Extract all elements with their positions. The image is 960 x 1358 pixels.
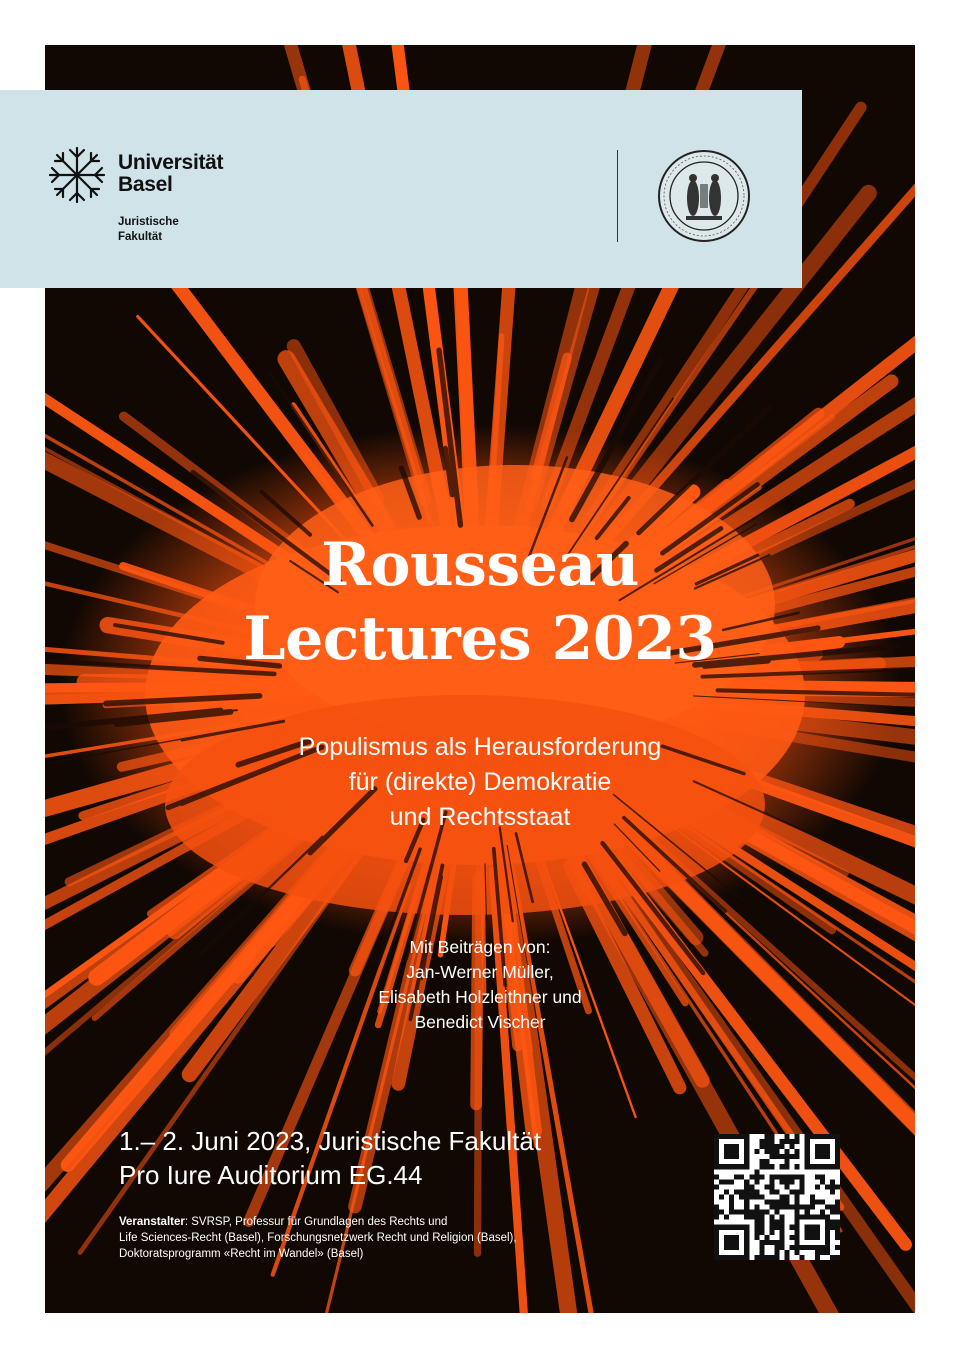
contributor-line2: Elisabeth Holzleithner und [378,987,582,1007]
header-divider [617,150,618,242]
contributor-line1: Jan-Werner Müller, [406,962,554,982]
qr-code[interactable] [714,1134,840,1260]
event-subtitle [0,730,960,835]
event-details [119,1124,541,1192]
title-line2: Lectures 2023 [243,604,717,674]
event-date: 1.– 2. Juni 2023, Juristische Fakultät [119,1126,542,1156]
university-name-line1: Universität [118,151,224,174]
contributors-intro: Mit Beiträgen von: [409,937,551,957]
subtitle-line3: und Rechtsstaat [389,803,571,831]
contributors [0,935,960,1035]
organizer-text1: : SVRSP, Professur für Grundlagen des Rechts und [184,1216,448,1228]
title-line1: Rousseau [321,530,639,600]
contributor-line3: Benedict Vischer [414,1012,546,1032]
faculty-name [118,215,179,245]
faculty-name-line2: Fakultät [118,231,163,243]
organizer-info [119,1214,679,1262]
university-name-line2: Basel [118,173,173,196]
event-title [0,528,960,676]
organizer-line1 [119,1214,679,1230]
university-seal-icon [656,148,752,244]
organizer-label: Veranstalter [119,1216,185,1228]
organizer-line2: Life Sciences-Recht (Basel), Forschungsnetzwerk Recht und Religion (Basel), [119,1232,517,1244]
subtitle-line2: für (direkte) Demokratie [348,768,612,796]
subtitle-line1: Populismus als Herausforderung [298,733,662,761]
faculty-name-line1: Juristische [118,216,179,228]
event-venue: Pro Iure Auditorium EG.44 [119,1160,423,1190]
university-name [118,152,223,196]
organizer-line3: Doktoratsprogramm «Recht im Wandel» (Basel) [119,1248,364,1260]
university-logo-icon [48,146,106,204]
